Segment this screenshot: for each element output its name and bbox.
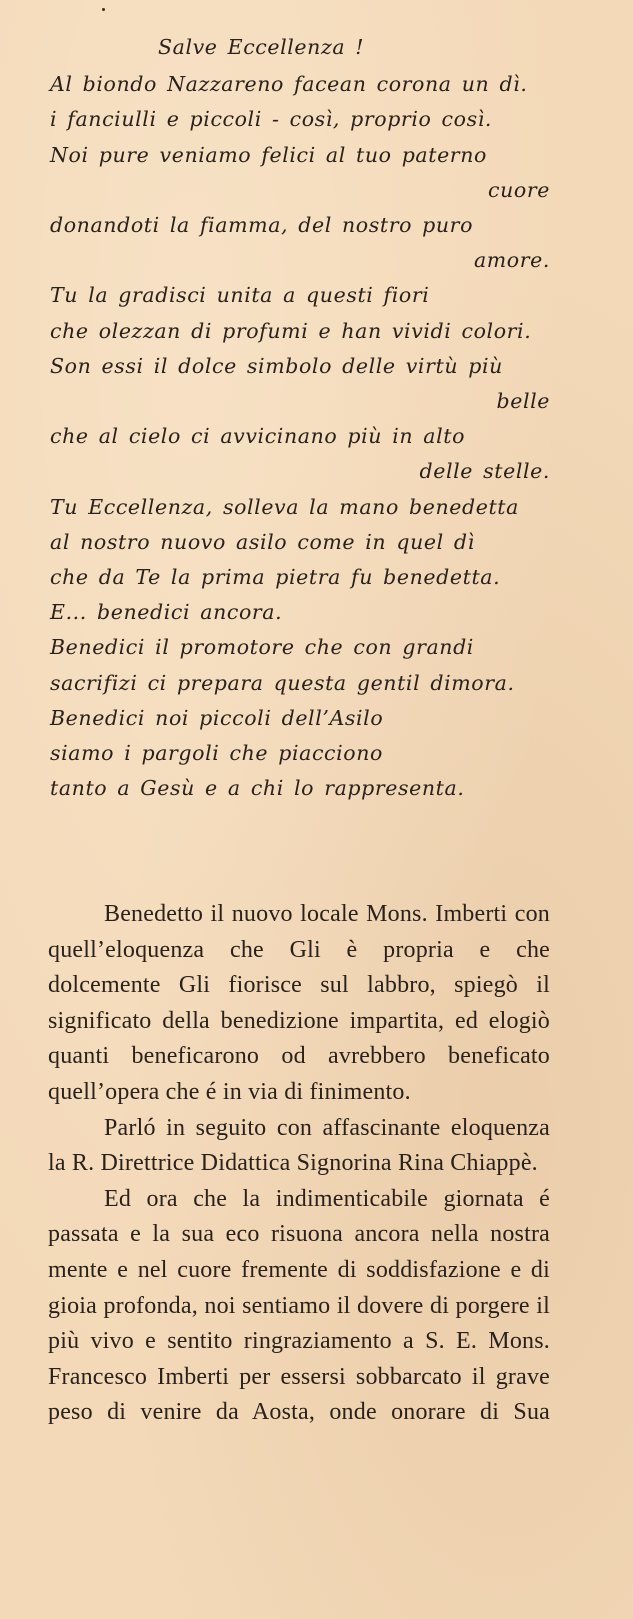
poem-line: Al biondo Nazzareno facean corona un dì.: [50, 72, 528, 97]
poem-line: delle stelle.: [419, 459, 550, 484]
poem-line: amore.: [473, 248, 550, 273]
prose-paragraph: Benedetto il nuovo locale Mons. Imberti con quell’eloquenza che Gli è propria e che dolcemente Gli fiorisce sul labbro, spiegò il significato della benedizione impartita, ed elogiò quanti beneficarono od avrebbero beneficato quell’opera che é in via di finimento.: [48, 901, 550, 1105]
poem-line: che al cielo ci avvicinano più in alto: [50, 424, 466, 449]
poem-line: Tu Eccellenza, solleva la mano benedetta: [50, 494, 519, 519]
poem-line: Noi pure veniamo felici al tuo paterno: [50, 142, 487, 167]
poem-line: al nostro nuovo asilo come in quel dì: [50, 529, 475, 554]
poem-line: Benedici il promotore che con grandi: [50, 635, 474, 660]
poem: [50, 30, 550, 806]
poem-line: donandoti la fiamma, del nostro puro: [50, 213, 474, 238]
poem-line: E... benedici ancora.: [50, 600, 283, 625]
poem-line: belle: [496, 389, 550, 414]
poem-line: Tu la gradisci unita a questi fiori: [50, 283, 430, 308]
poem-line: Son essi il dolce simbolo delle virtù più: [50, 353, 503, 378]
prose-paragraph: Ed ora che la indimenticabile giornata é passata e la sua eco risuona ancora nella nostra mente e nel cuore fremente di soddisfazione e di gioia profonda, noi sentiamo il dovere di porgere il più vivo e sentito ringraziamento a S. E. Mons. Francesco Imberti per essersi sobbarcato il grave peso di venire da Aosta, onde onorare di Sua: [48, 1185, 550, 1426]
poem-line: che olezzan di profumi e han vividi colori.: [50, 318, 532, 343]
prose-body: [48, 897, 550, 1431]
poem-line: sacrifizi ci prepara questa gentil dimora.: [50, 670, 515, 695]
poem-line: siamo i pargoli che piacciono: [50, 741, 383, 766]
poem-line: i fanciulli e piccoli - così, proprio così.: [50, 107, 492, 132]
poem-line: che da Te la prima pietra fu benedetta.: [50, 565, 501, 590]
poem-line: cuore: [488, 177, 550, 202]
ink-dot: [102, 8, 105, 11]
poem-line: Benedici noi piccoli dell’Asilo: [50, 705, 384, 730]
poem-line: tanto a Gesù e a chi lo rappresenta.: [50, 776, 465, 801]
prose-paragraph: Parló in seguito con affascinante eloquenza la R. Direttrice Didattica Signorina Rina Chiappè.: [48, 1114, 550, 1177]
poem-title: Salve Eccellenza !: [158, 35, 365, 59]
